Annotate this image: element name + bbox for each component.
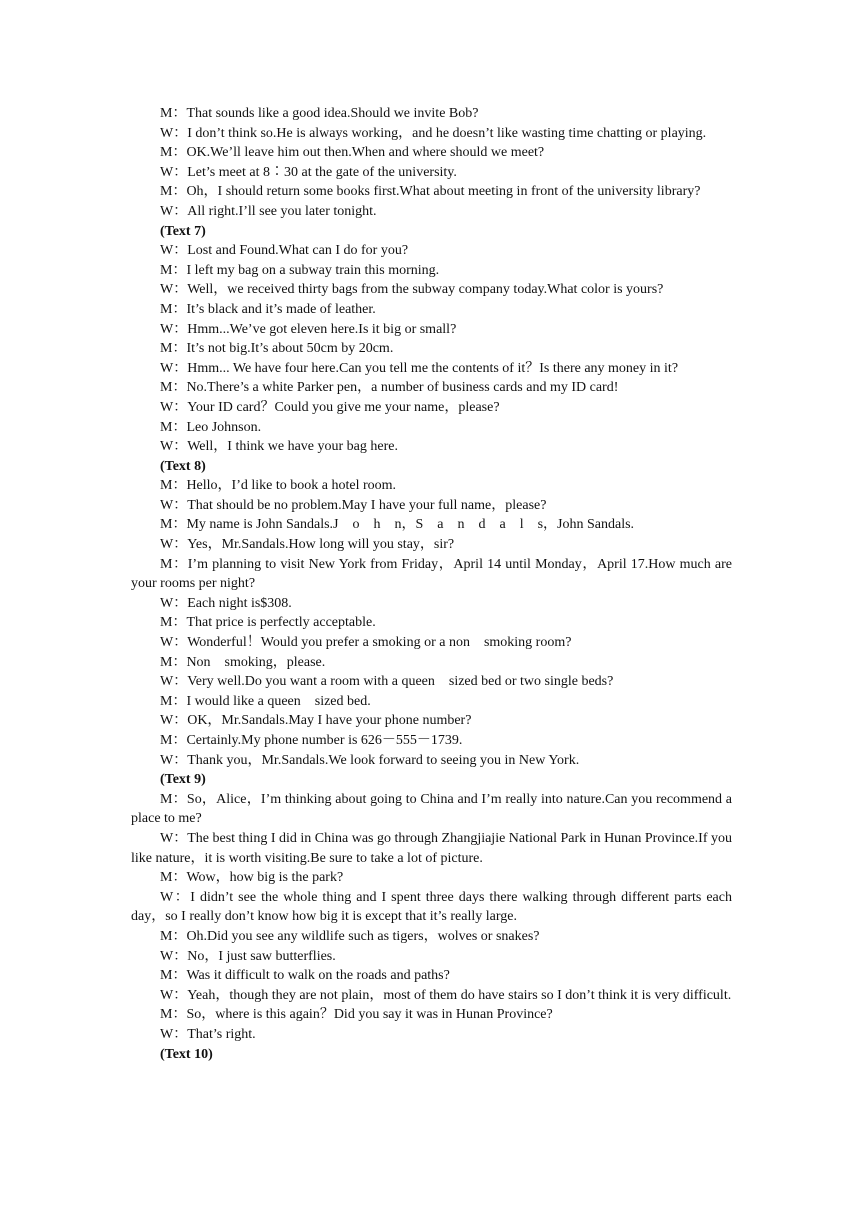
dialogue-line: M：I left my bag on a subway train this morning.	[160, 262, 440, 278]
dialogue-line: W：Well，I think we have your bag here.	[160, 439, 398, 455]
dialogue-line: W：The best thing I did in China was go through Zhangjiajie National Park in Hunan Province.If you like nature，it is worth visiting.Be sure to take a lot of picture.	[131, 830, 736, 866]
dialogue-line: M：It’s black and it’s made of leather.	[160, 301, 376, 317]
dialogue-line: M：My name is John Sandals.J o h n，S a n d a l s，John Sandals.	[160, 517, 635, 533]
dialogue-line: W：Yeah，though they are not plain，most of them do have stairs so I don’t think it is very difficult.	[160, 987, 732, 1003]
dialogue-line: M：Was it difficult to walk on the roads and paths?	[160, 968, 450, 984]
dialogue-line: M：I would like a queen sized bed.	[160, 693, 371, 709]
section-heading: (Text 8)	[160, 458, 206, 474]
dialogue-line: M：Hello，I’d like to book a hotel room.	[160, 478, 397, 494]
dialogue-line: W：That should be no problem.May I have your full name，please?	[160, 497, 547, 513]
dialogue-line: W：Wonderful！Would you prefer a smoking or a non smoking room?	[160, 635, 572, 651]
dialogue-line: M：So，where is this again？Did you say it was in Hunan Province?	[160, 1007, 553, 1023]
dialogue-line: W：Very well.Do you want a room with a queen sized bed or two single beds?	[160, 674, 614, 690]
dialogue-line: W：Thank you，Mr.Sandals.We look forward to seeing you in New York.	[160, 752, 580, 768]
dialogue-line: W：Lost and Found.What can I do for you?	[160, 243, 409, 259]
dialogue-line: W：Yes，Mr.Sandals.How long will you stay，sir?	[160, 537, 455, 553]
dialogue-line: W：That’s right.	[160, 1026, 256, 1042]
dialogue-line: W：No，I just saw butterflies.	[160, 948, 336, 964]
dialogue-line: W：Each night is$308.	[160, 595, 292, 611]
dialogue-line: W：OK，Mr.Sandals.May I have your phone number?	[160, 713, 472, 729]
dialogue-line: W：I didn’t see the whole thing and I spent three days there walking through different parts each day，so I really don’t know how big it is except that it’s really large.	[131, 889, 736, 925]
dialogue-line: W：Your ID card？Could you give me your name，please?	[160, 399, 500, 415]
dialogue-line: M：That sounds like a good idea.Should we invite Bob?	[160, 106, 479, 121]
dialogue-line: W：All right.I’ll see you later tonight.	[160, 203, 377, 219]
document-page	[131, 104, 736, 1064]
dialogue-line: W：Let’s meet at 8∶30 at the gate of the university.	[160, 164, 457, 180]
dialogue-line: M：That price is perfectly acceptable.	[160, 615, 376, 631]
section-heading: (Text 9)	[160, 772, 206, 788]
section-heading: (Text 10)	[160, 1046, 213, 1062]
dialogue-line: W：Hmm... We have four here.Can you tell me the contents of it？Is there any money in it?	[160, 360, 679, 376]
dialogue-line: M：Leo Johnson.	[160, 419, 262, 435]
dialogue-line: M：OK.We’ll leave him out then.When and where should we meet?	[160, 145, 545, 161]
dialogue-line: W：Well，we received thirty bags from the subway company today.What color is yours?	[160, 282, 664, 298]
dialogue-line: M：Oh，I should return some books first.What about meeting in front of the university library?	[160, 184, 701, 200]
dialogue-line: M：Non smoking，please.	[160, 654, 326, 670]
dialogue-line: M：Wow，how big is the park?	[160, 870, 344, 886]
dialogue-line: M：No.There’s a white Parker pen，a number of business cards and my ID card!	[160, 380, 619, 396]
dialogue-line: M：I’m planning to visit New York from Friday，April 14 until Monday，April 17.How much are your rooms per night?	[131, 556, 736, 592]
dialogue-line: M：So，Alice，I’m thinking about going to China and I’m really into nature.Can you recommend a place to me?	[131, 791, 736, 827]
section-heading: (Text 7)	[160, 223, 206, 239]
dialogue-line: W：Hmm...We’ve got eleven here.Is it big or small?	[160, 321, 457, 337]
dialogue-line: M：It’s not big.It’s about 50cm by 20cm.	[160, 341, 394, 357]
dialogue-line: W：I don’t think so.He is always working，and he doesn’t like wasting time chatting or playing.	[160, 125, 707, 141]
dialogue-line: M：Certainly.My phone number is 626－555－1739.	[160, 733, 463, 748]
dialogue-line: M：Oh.Did you see any wildlife such as tigers，wolves or snakes?	[160, 928, 540, 944]
